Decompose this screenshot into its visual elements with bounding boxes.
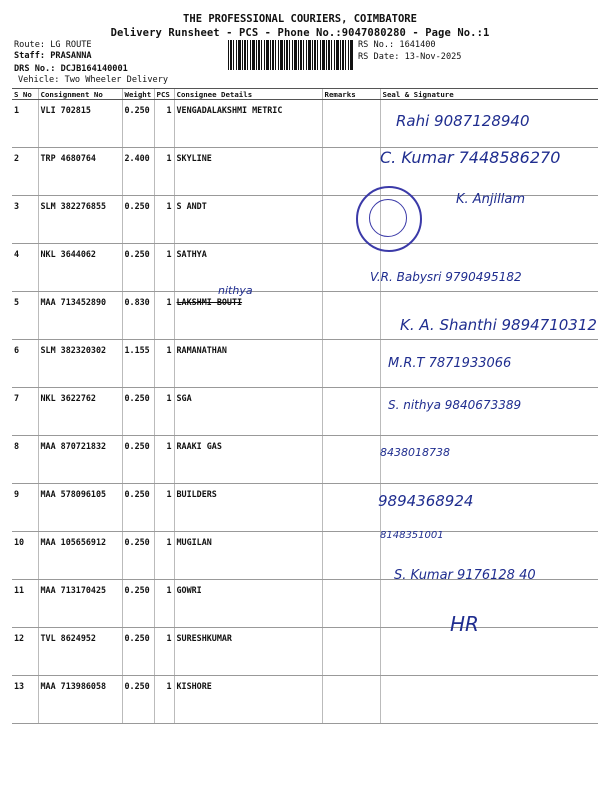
company-stamp xyxy=(356,186,422,252)
col-sno: S No xyxy=(12,89,38,100)
col-signature: Seal & Signature xyxy=(380,89,598,100)
handwritten-signature: K. Anjillam xyxy=(456,192,525,207)
row-sno: 9 xyxy=(12,484,38,532)
row-pcs: 1 xyxy=(154,244,174,292)
row-consignment-no: MAA 713452890 xyxy=(38,292,122,340)
row-sno: 1 xyxy=(12,100,38,148)
row-weight: 0.250 xyxy=(122,580,154,628)
col-consignee: Consignee Details xyxy=(174,89,322,100)
row-remarks xyxy=(322,340,380,388)
row-signature-cell xyxy=(380,628,598,676)
row-weight: 2.400 xyxy=(122,148,154,196)
staff-label: Staff: PRASANNA xyxy=(14,51,92,61)
row-sno: 12 xyxy=(12,628,38,676)
row-weight: 0.250 xyxy=(122,388,154,436)
col-pcs: PCS xyxy=(154,89,174,100)
table-row xyxy=(12,484,598,532)
row-consignment-no: MAA 713986058 xyxy=(38,676,122,724)
row-consignment-no: MAA 713170425 xyxy=(38,580,122,628)
row-remarks xyxy=(322,484,380,532)
row-weight: 0.250 xyxy=(122,244,154,292)
row-pcs: 1 xyxy=(154,628,174,676)
table-header-row xyxy=(12,89,598,100)
row-consignee: GOWRI xyxy=(174,580,322,628)
handwritten-note: nithya xyxy=(218,284,253,297)
row-signature-cell xyxy=(380,580,598,628)
row-consignment-no: VLI 702815 xyxy=(38,100,122,148)
col-remarks: Remarks xyxy=(322,89,380,100)
table-row xyxy=(12,628,598,676)
row-consignee: LAKSHMI BOUTI xyxy=(174,292,322,340)
row-sno: 2 xyxy=(12,148,38,196)
row-weight: 0.250 xyxy=(122,532,154,580)
handwritten-signature: C. Kumar 7448586270 xyxy=(380,148,561,167)
row-sno: 5 xyxy=(12,292,38,340)
row-consignment-no: NKL 3622762 xyxy=(38,388,122,436)
row-remarks xyxy=(322,100,380,148)
row-consignment-no: SLM 382276855 xyxy=(38,196,122,244)
row-weight: 0.830 xyxy=(122,292,154,340)
row-consignee: SURESHKUMAR xyxy=(174,628,322,676)
row-consignment-no: MAA 105656912 xyxy=(38,532,122,580)
company-title: THE PROFESSIONAL COURIERS, COIMBATORE xyxy=(183,13,417,25)
table-row xyxy=(12,676,598,724)
row-sno: 7 xyxy=(12,388,38,436)
col-weight: Weight xyxy=(122,89,154,100)
row-weight: 0.250 xyxy=(122,628,154,676)
row-consignee: RAMANATHAN xyxy=(174,340,322,388)
rs-date: RS Date: 13-Nov-2025 xyxy=(358,52,462,62)
handwritten-signature: 8438018738 xyxy=(380,446,450,459)
row-remarks xyxy=(322,148,380,196)
row-weight: 0.250 xyxy=(122,196,154,244)
row-sno: 6 xyxy=(12,340,38,388)
row-remarks xyxy=(322,436,380,484)
row-consignee: BUILDERS xyxy=(174,484,322,532)
row-sno: 8 xyxy=(12,436,38,484)
row-sno: 4 xyxy=(12,244,38,292)
handwritten-signature: S. Kumar 9176128 40 xyxy=(394,568,536,583)
row-pcs: 1 xyxy=(154,196,174,244)
row-consignment-no: MAA 870721832 xyxy=(38,436,122,484)
row-pcs: 1 xyxy=(154,148,174,196)
row-consignee: S ANDT xyxy=(174,196,322,244)
col-consignment: Consignment No xyxy=(38,89,122,100)
row-weight: 1.155 xyxy=(122,340,154,388)
row-consignment-no: MAA 578096105 xyxy=(38,484,122,532)
row-pcs: 1 xyxy=(154,532,174,580)
handwritten-signature: Rahi 9087128940 xyxy=(396,112,530,130)
table-row xyxy=(12,580,598,628)
row-remarks xyxy=(322,532,380,580)
row-consignment-no: NKL 3644062 xyxy=(38,244,122,292)
drs-label: DRS No.: DCJB164140001 xyxy=(14,64,128,74)
row-weight: 0.250 xyxy=(122,676,154,724)
row-signature-cell xyxy=(380,676,598,724)
row-pcs: 1 xyxy=(154,484,174,532)
row-sno: 3 xyxy=(12,196,38,244)
table-row xyxy=(12,244,598,292)
handwritten-signature: S. nithya 9840673389 xyxy=(388,398,522,412)
row-remarks xyxy=(322,388,380,436)
row-pcs: 1 xyxy=(154,100,174,148)
handwritten-signature: K. A. Shanthi 9894710312 xyxy=(400,316,597,334)
row-consignment-no: TVL 8624952 xyxy=(38,628,122,676)
handwritten-signature: HR xyxy=(450,612,479,636)
row-consignee: SGA xyxy=(174,388,322,436)
vehicle-label: Vehicle: Two Wheeler Delivery xyxy=(18,75,169,85)
row-pcs: 1 xyxy=(154,580,174,628)
table-row xyxy=(12,436,598,484)
row-signature-cell xyxy=(380,436,598,484)
barcode-image xyxy=(228,40,354,70)
row-consignment-no: TRP 4680764 xyxy=(38,148,122,196)
row-pcs: 1 xyxy=(154,676,174,724)
row-consignment-no: SLM 382320302 xyxy=(38,340,122,388)
row-weight: 0.250 xyxy=(122,436,154,484)
row-remarks xyxy=(322,628,380,676)
row-consignee: KISHORE xyxy=(174,676,322,724)
handwritten-signature: V.R. Babysri 9790495182 xyxy=(370,270,522,284)
row-consignee: SATHYA xyxy=(174,244,322,292)
row-sno: 11 xyxy=(12,580,38,628)
row-sno: 13 xyxy=(12,676,38,724)
handwritten-signature: 9894368924 xyxy=(378,492,474,510)
row-pcs: 1 xyxy=(154,388,174,436)
row-remarks xyxy=(322,676,380,724)
row-pcs: 1 xyxy=(154,340,174,388)
row-remarks xyxy=(322,580,380,628)
runsheet-subtitle: Delivery Runsheet - PCS - Phone No.:9047080280 - Page No.:1 xyxy=(110,27,490,39)
row-remarks xyxy=(322,292,380,340)
row-pcs: 1 xyxy=(154,292,174,340)
row-consignee: RAAKI GAS xyxy=(174,436,322,484)
row-sno: 10 xyxy=(12,532,38,580)
handwritten-signature: 8148351001 xyxy=(380,530,444,541)
rs-number: RS No.: 1641400 xyxy=(358,40,436,50)
row-weight: 0.250 xyxy=(122,484,154,532)
row-consignee: SKYLINE xyxy=(174,148,322,196)
row-signature-cell xyxy=(380,244,598,292)
handwritten-signature: M.R.T 7871933066 xyxy=(388,356,512,371)
row-consignee: VENGADALAKSHMI METRIC xyxy=(174,100,322,148)
row-pcs: 1 xyxy=(154,436,174,484)
row-consignee: MUGILAN xyxy=(174,532,322,580)
row-weight: 0.250 xyxy=(122,100,154,148)
route-label: Route: LG ROUTE xyxy=(14,40,92,50)
row-remarks xyxy=(322,244,380,292)
